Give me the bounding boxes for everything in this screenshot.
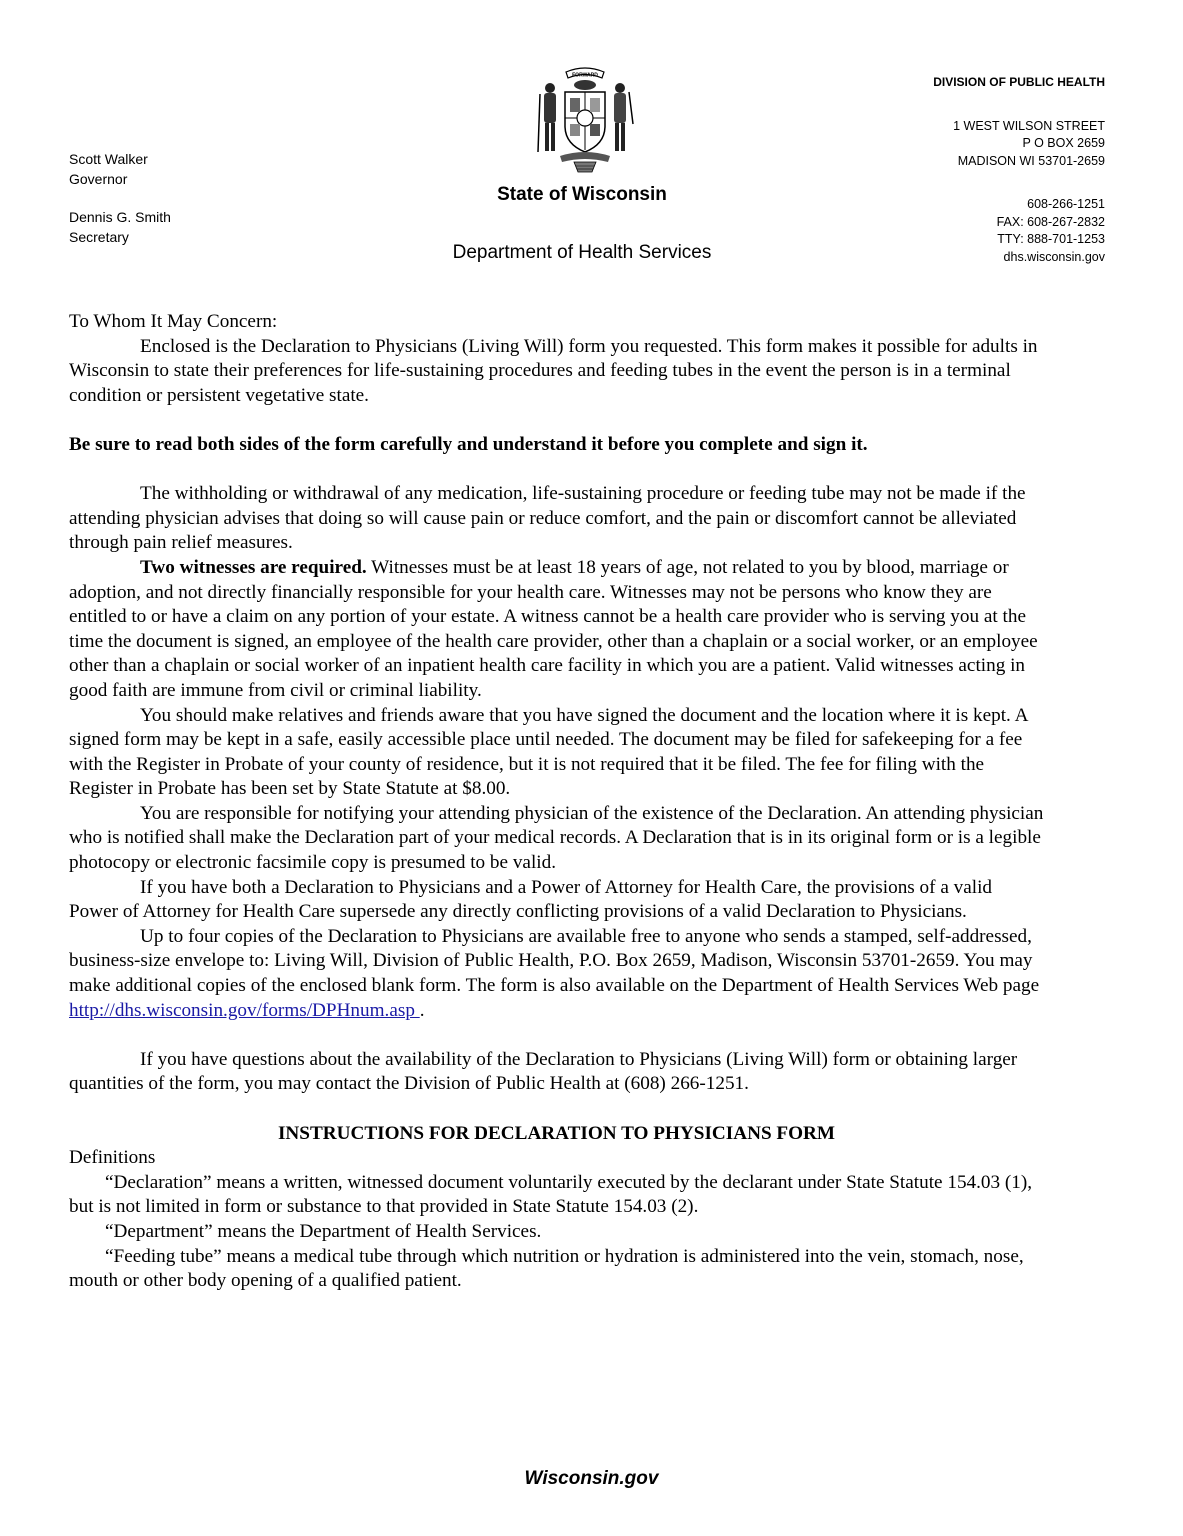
svg-text:FORWARD: FORWARD xyxy=(572,72,598,79)
notifying-paragraph: You are responsible for notifying your attending physician of the existence of the Declaration. An attending physician who is notified shall make the Declaration part of your medical records. A Declaration that is in its original form or is a legible photocopy or electronic facsimile copy is presumed to be valid. xyxy=(69,802,1044,874)
salutation: To Whom It May Concern: xyxy=(69,311,278,332)
division-address-block xyxy=(933,74,1105,266)
forms-link[interactable]: http://dhs.wisconsin.gov/forms/DPHnum.asp xyxy=(69,999,420,1021)
withholding-paragraph: The withholding or withdrawal of any medication, life-sustaining procedure or feeding tube may not be made if the attending physician advises that doing so will cause pain or reduce comfort, and the pain or discomfort cannot be alleviated through pain relief measures. xyxy=(69,483,1026,554)
questions-paragraph: If you have questions about the availability of the Declaration to Physicians (Living Will) form or obtaining larger quantities of the form, you may contact the Division of Public Health at (608) 266-1251. xyxy=(69,1048,1018,1095)
governor-title: Governor xyxy=(69,170,128,187)
copies-text: Up to four copies of the Declaration to Physicians are available free to anyone who sends a stamped, self-addressed, business-size envelope to: Living Will, Division of Public Health, P.O. Box 2659, Madison, Wisconsin 53701-2659. You may make additional copies of the enclosed blank form. The form is also available on the Department of Health Services Web page xyxy=(69,925,1040,997)
department-title: Department of Health Services xyxy=(452,242,712,263)
copies-paragraph xyxy=(69,925,1044,1023)
witnesses-text: Witnesses must be at least 18 years of age, not related to you by blood, marriage or adoption, and not directly financially responsible for your health care. Witnesses may not be persons who know they are entitled to or have a claim on any portion of your estate. A witness cannot be a health care provider who is serving you at the time the document is signed, an employee of the health care provider, other than a chaplain or a social worker, or an employee other than a chaplain or social worker of an inpatient health care facility in which you are a patient. Valid witnesses acting in good faith are immune from civil or criminal liability. xyxy=(69,556,1038,701)
tty-number: TTY: 888-701-1253 xyxy=(997,232,1105,246)
officials-block xyxy=(69,150,171,247)
definition-department: “Department” means the Department of Health Services. xyxy=(105,1220,542,1242)
governor-name: Scott Walker xyxy=(69,151,148,167)
street-address: 1 WEST WILSON STREET xyxy=(953,118,1105,133)
intro-paragraph: Enclosed is the Declaration to Physicians (Living Will) form you requested. This form makes it possible for adults in Wisconsin to state their preferences for life-sustaining procedures and feeding tubes in the event the person is in a terminal condition or persistent vegetative state. xyxy=(69,335,1038,406)
state-title: State of Wisconsin xyxy=(497,184,667,205)
instructions-heading: INSTRUCTIONS FOR DECLARATION TO PHYSICIANS FORM xyxy=(277,1122,836,1144)
website: dhs.wisconsin.gov xyxy=(1003,249,1105,264)
phone-number: 608-266-1251 xyxy=(1027,197,1105,211)
relatives-paragraph: You should make relatives and friends aware that you have signed the document and the location where it is kept. A signed form may be kept in a safe, easily accessible place until needed. The document may be filed for safekeeping for a fee with the Register in Probate of your county of residence, but it is not required that it be filed. The fee for filing with the Register in Probate has been set by State Statute at $8.00. xyxy=(69,704,1028,800)
witnesses-paragraph xyxy=(69,556,1044,704)
fax-number: FAX: 608-267-2832 xyxy=(996,214,1105,229)
division-name: DIVISION OF PUBLIC HEALTH xyxy=(933,75,1105,89)
definition-declaration: “Declaration” means a written, witnessed document voluntarily executed by the declarant under State Statute 154.03 (1), but is not limited in form or substance to that provided in State Statute 154.03 (2). xyxy=(69,1171,1033,1218)
wisconsin-seal-icon xyxy=(530,64,640,176)
definitions-label: Definitions xyxy=(69,1147,156,1169)
city-state-zip: MADISON WI 53701-2659 xyxy=(957,153,1105,168)
warning-text: Be sure to read both sides of the form carefully and understand it before you complete and sign it. xyxy=(69,433,868,455)
po-box: P O BOX 2659 xyxy=(1022,136,1105,150)
letter-body xyxy=(69,310,1044,1294)
secretary-title: Secretary xyxy=(69,228,129,245)
copies-end: . xyxy=(419,999,425,1021)
witnesses-heading: Two witnesses are required. xyxy=(140,556,367,578)
secretary-name: Dennis G. Smith xyxy=(69,209,171,225)
definition-feeding-tube: “Feeding tube” means a medical tube through which nutrition or hydration is administered into the vein, stomach, nose, mouth or other body opening of a qualified patient. xyxy=(69,1245,1024,1292)
footer-site: Wisconsin.gov xyxy=(524,1468,659,1489)
both-documents-paragraph: If you have both a Declaration to Physicians and a Power of Attorney for Health Care, the provisions of a valid Power of Attorney for Health Care supersede any directly conflicting provisions of a valid Declaration to Physicians. xyxy=(69,876,993,923)
